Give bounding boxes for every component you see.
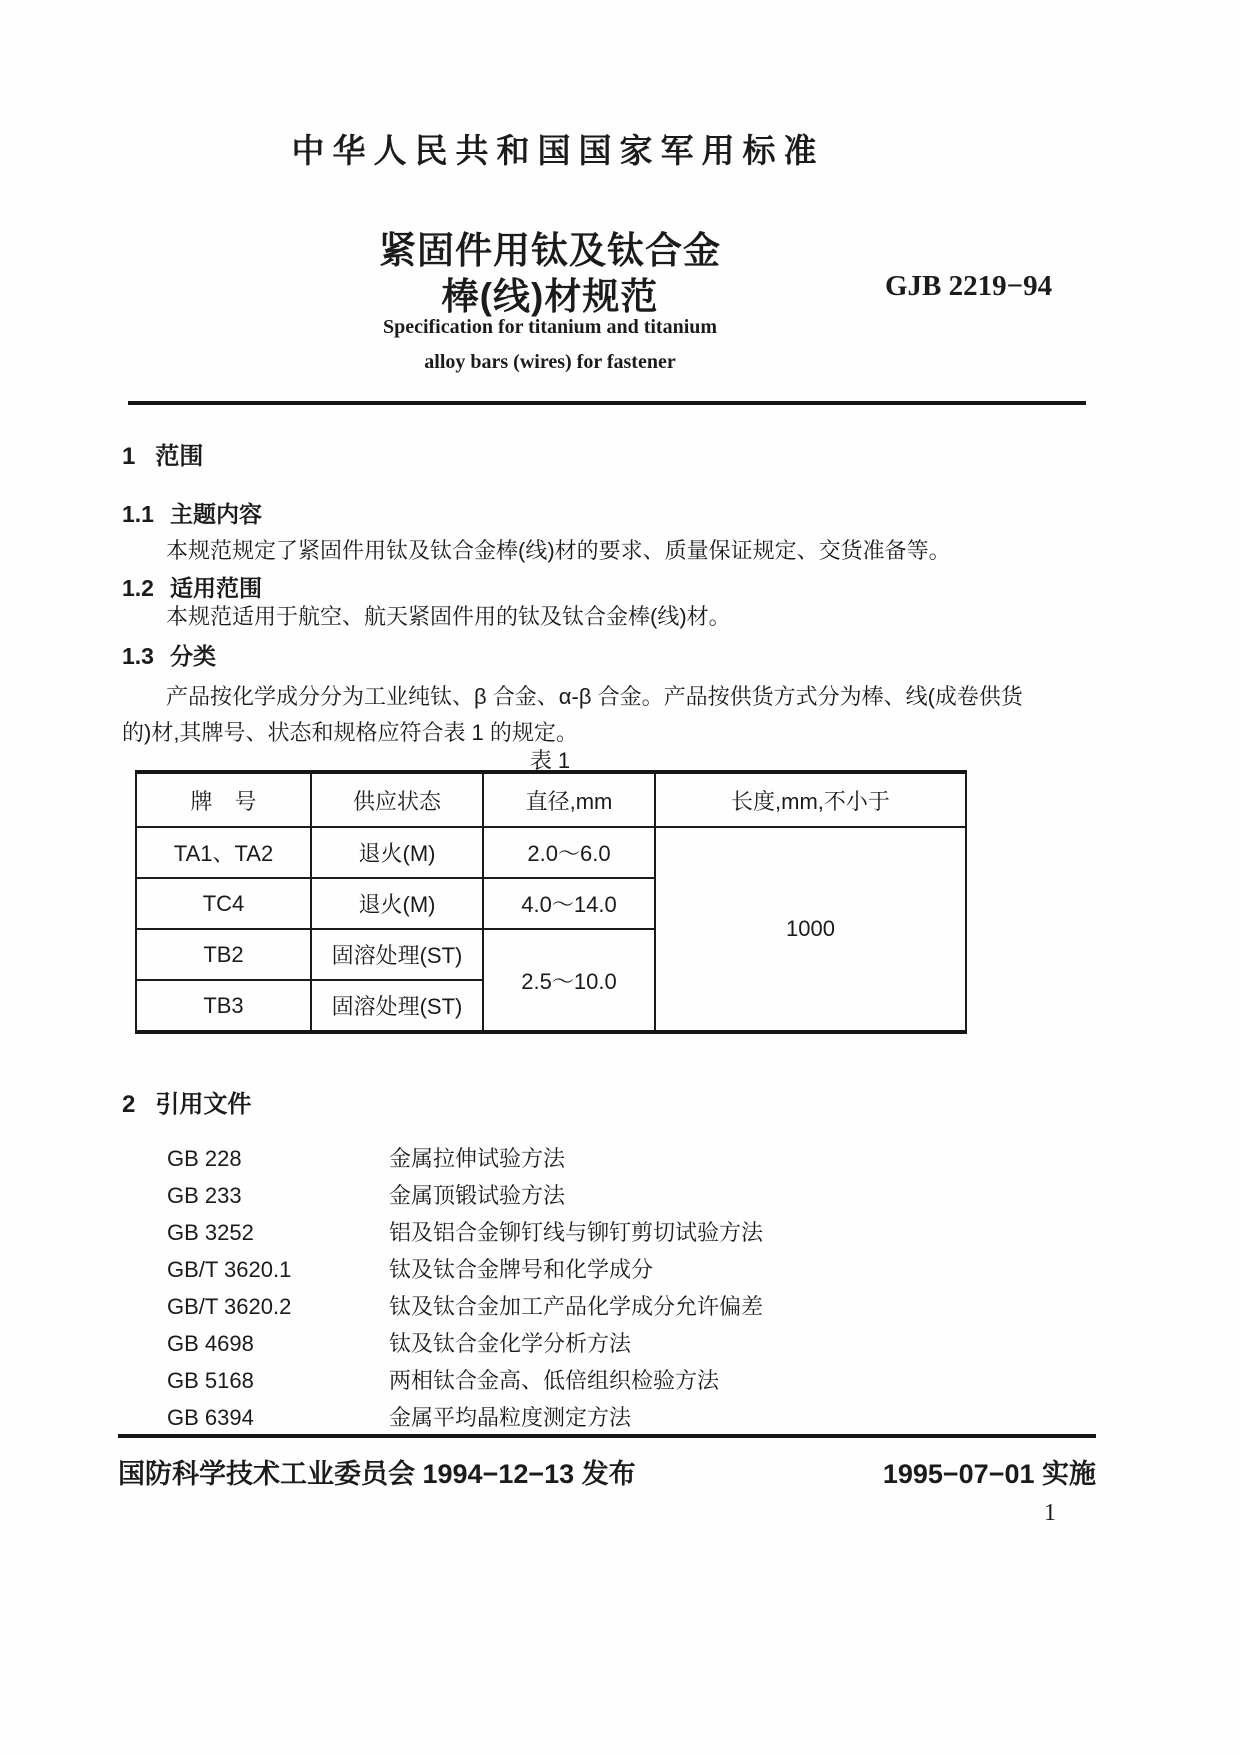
page-number: 1 — [1044, 1500, 1056, 1526]
document-title-en-line2: alloy bars (wires) for fastener — [424, 351, 676, 373]
section-number: 2 — [122, 1091, 136, 1118]
table-row — [136, 827, 966, 878]
section-1-2-heading — [122, 570, 262, 603]
paragraph-classification-line2: 的)材,其牌号、状态和规格应符合表 1 的规定。 — [122, 720, 578, 745]
section-1-1-heading — [122, 496, 262, 529]
reference-code: GB/T 3620.2 — [167, 1294, 292, 1319]
section-1-3-heading — [122, 638, 216, 671]
list-item — [167, 1331, 763, 1360]
reference-list — [167, 1146, 763, 1442]
paragraph-classification-line1: 产品按化学成分分为工业纯钛、β 合金、α-β 合金。产品按供货方式分为棒、线(成卷供货 — [166, 684, 1023, 709]
reference-code: GB/T 3620.1 — [167, 1257, 292, 1282]
reference-title: 两相钛合金高、低倍组织检验方法 — [389, 1368, 720, 1393]
reference-code: GB 4698 — [167, 1331, 254, 1356]
table-1-caption: 表 1 — [529, 748, 571, 773]
reference-title: 钛及钛合金化学分析方法 — [389, 1331, 632, 1356]
subsection-title: 主题内容 — [169, 501, 262, 527]
column-header-diameter: 直径,mm — [483, 772, 655, 827]
reference-title: 钛及钛合金牌号和化学成分 — [389, 1257, 654, 1282]
subsection-title: 适用范围 — [169, 575, 262, 601]
document-title-en-line1: Specification for titanium and titanium — [382, 316, 718, 338]
cell-state: 退火(M) — [311, 827, 483, 878]
reference-title: 钛及钛合金加工产品化学成分允许偏差 — [389, 1294, 764, 1319]
list-item — [167, 1368, 763, 1397]
reference-code: GB 228 — [167, 1146, 242, 1171]
header-divider — [128, 401, 1086, 405]
subsection-number: 1.1 — [122, 501, 154, 527]
cell-grade: TA1、TA2 — [136, 827, 311, 878]
column-header-supply-state: 供应状态 — [311, 772, 483, 827]
column-header-grade: 牌 号 — [136, 772, 311, 827]
implementation-date: 1995−07−01 实施 — [882, 1459, 1096, 1489]
list-item — [167, 1257, 763, 1286]
list-item — [167, 1405, 763, 1434]
reference-title: 铝及铝合金铆钉线与铆钉剪切试验方法 — [389, 1220, 764, 1245]
section-title: 引用文件 — [155, 1091, 252, 1118]
standard-type-label: 中华人民共和国国家军用标准 — [291, 132, 825, 169]
subsection-number: 1.2 — [122, 575, 154, 601]
cell-diameter: 4.0～14.0 — [483, 878, 655, 929]
subsection-number: 1.3 — [122, 643, 154, 669]
list-item — [167, 1220, 763, 1249]
cell-grade: TC4 — [136, 878, 311, 929]
reference-code: GB 5168 — [167, 1368, 254, 1393]
issued-by-and-date: 国防科学技术工业委员会 1994−12−13 发布 — [118, 1459, 636, 1489]
section-1-heading — [122, 436, 203, 471]
list-item — [167, 1294, 763, 1323]
list-item — [167, 1183, 763, 1212]
footer — [118, 1452, 1096, 1491]
paragraph-applicable-scope: 本规范适用于航空、航天紧固件用的钛及钛合金棒(线)材。 — [166, 604, 731, 629]
cell-grade: TB3 — [136, 980, 311, 1032]
document-title-cn-line2: 棒(线)材规范 — [441, 276, 659, 317]
reference-code: GB 6394 — [167, 1405, 254, 1430]
table-1 — [135, 770, 967, 1034]
cell-diameter: 2.0～6.0 — [483, 827, 655, 878]
table-header-row — [136, 772, 966, 827]
document-title-cn-line1: 紧固件用钛及钛合金 — [379, 230, 721, 271]
paragraph-subject-content: 本规范规定了紧固件用钛及钛合金棒(线)材的要求、质量保证规定、交货准备等。 — [166, 538, 951, 563]
cell-state: 退火(M) — [311, 878, 483, 929]
reference-code: GB 3252 — [167, 1220, 254, 1245]
cell-state: 固溶处理(ST) — [311, 929, 483, 980]
footer-divider — [118, 1434, 1096, 1438]
reference-title: 金属拉伸试验方法 — [389, 1146, 566, 1171]
reference-code: GB 233 — [167, 1183, 242, 1208]
cell-length-min: 1000 — [655, 827, 966, 1032]
reference-title: 金属平均晶粒度测定方法 — [389, 1405, 632, 1430]
cell-diameter: 2.5～10.0 — [483, 929, 655, 1032]
list-item — [167, 1146, 763, 1175]
cell-state: 固溶处理(ST) — [311, 980, 483, 1032]
column-header-length: 长度,mm,不小于 — [655, 772, 966, 827]
section-title: 范围 — [155, 443, 204, 470]
section-number: 1 — [122, 443, 136, 470]
standard-number: GJB 2219−94 — [885, 270, 1053, 302]
reference-title: 金属顶锻试验方法 — [389, 1183, 566, 1208]
section-2-heading — [122, 1084, 251, 1119]
subsection-title: 分类 — [169, 643, 216, 669]
cell-grade: TB2 — [136, 929, 311, 980]
